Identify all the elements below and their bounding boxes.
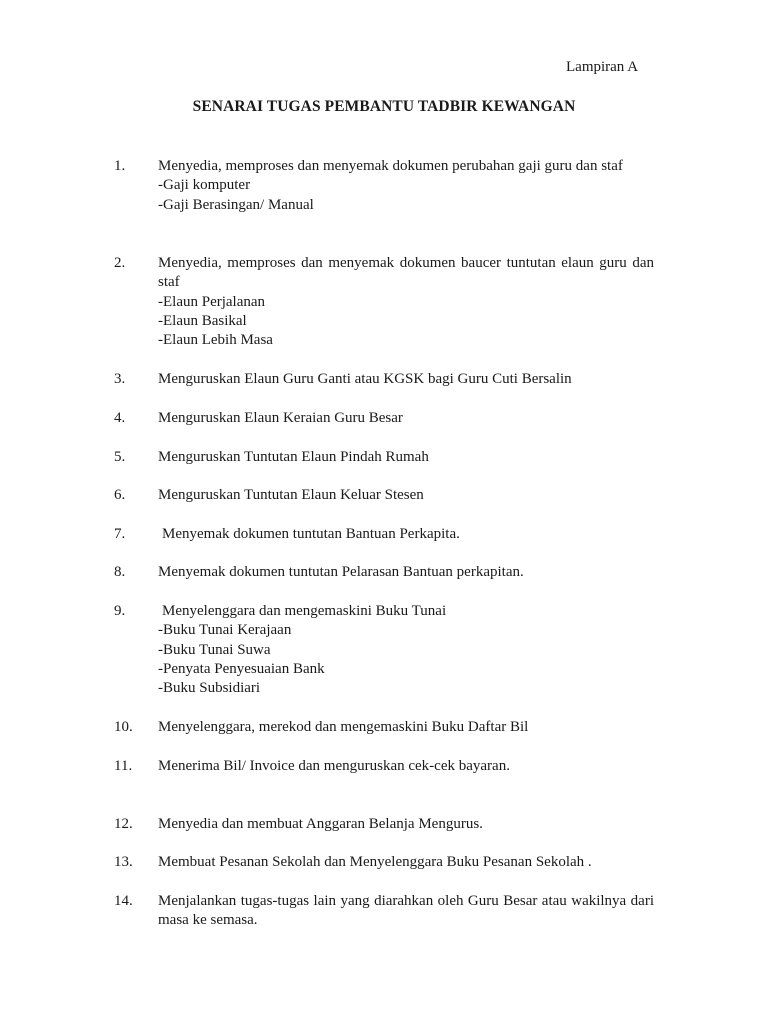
item-text: Menyedia, memproses dan menyemak dokumen perubahan gaji guru dan staf [158,158,623,174]
item-text: Menyemak dokumen tuntutan Pelarasan Bantuan perkapitan. [158,564,524,580]
sub-item: -Buku Subsidiari [158,680,261,697]
item-text: Menguruskan Elaun Keraian Guru Besar [158,410,403,426]
item-text: Menguruskan Tuntutan Elaun Keluar Stesen [158,487,424,503]
annex-label: Lampiran A [566,59,639,75]
item-body [158,254,654,350]
item-body [158,486,654,505]
item-number: 8. [114,564,126,580]
item-text: Menjalankan tugas-tugas lain yang diarahkan oleh Guru Besar atau wakilnya dari masa ke semasa. [158,893,654,929]
item-number: 4. [114,410,126,426]
sub-item: -Buku Tunai Suwa [158,641,271,658]
item-body [158,718,654,737]
item-body [158,448,654,467]
item-number: 12. [114,816,133,832]
sub-item: -Elaun Perjalanan [158,293,266,310]
item-body [158,157,654,215]
item-text: Menyelenggara, merekod dan mengemaskini Buku Daftar Bil [158,719,529,735]
item-text: Menguruskan Tuntutan Elaun Pindah Rumah [158,449,429,465]
item-number: 3. [114,371,126,387]
item-text: Menyedia dan membuat Anggaran Belanja Mengurus. [158,816,483,832]
sub-item: -Elaun Basikal [158,312,247,329]
item-number: 7. [114,526,126,542]
item-number: 6. [114,487,126,503]
item-body [158,757,654,776]
item-text: Menyemak dokumen tuntutan Bantuan Perkapita. [162,526,460,542]
item-text: Menyelenggara dan mengemaskini Buku Tunai [162,603,447,619]
sub-item: -Gaji Berasingan/ Manual [158,196,314,213]
sub-item: -Buku Tunai Kerajaan [158,622,292,639]
item-number: 10. [114,719,133,735]
item-body [158,853,654,872]
document-title: SENARAI TUGAS PEMBANTU TADBIR KEWANGAN [192,98,576,115]
item-number: 2. [114,255,126,271]
item-body [158,815,654,834]
item-text: Menerima Bil/ Invoice dan menguruskan cek-cek bayaran. [158,758,510,774]
item-number: 14. [114,893,133,909]
item-body [158,892,654,931]
item-body [158,370,654,389]
item-body [158,563,654,582]
item-number: 11. [114,758,133,774]
item-text: Menguruskan Elaun Guru Ganti atau KGSK bagi Guru Cuti Bersalin [158,371,572,387]
item-number: 13. [114,854,133,870]
item-body [158,602,654,698]
item-text: Membuat Pesanan Sekolah dan Menyelenggara Buku Pesanan Sekolah . [158,854,592,870]
item-number: 9. [114,603,126,619]
item-body [158,409,654,428]
item-number: 5. [114,449,126,465]
sub-item: -Elaun Lebih Masa [158,332,273,349]
sub-item: -Gaji komputer [158,177,251,194]
item-text: Menyedia, memproses dan menyemak dokumen baucer tuntutan elaun guru dan staf [158,255,654,291]
item-body [158,525,654,544]
sub-item: -Penyata Penyesuaian Bank [158,660,325,677]
item-number: 1. [114,158,126,174]
